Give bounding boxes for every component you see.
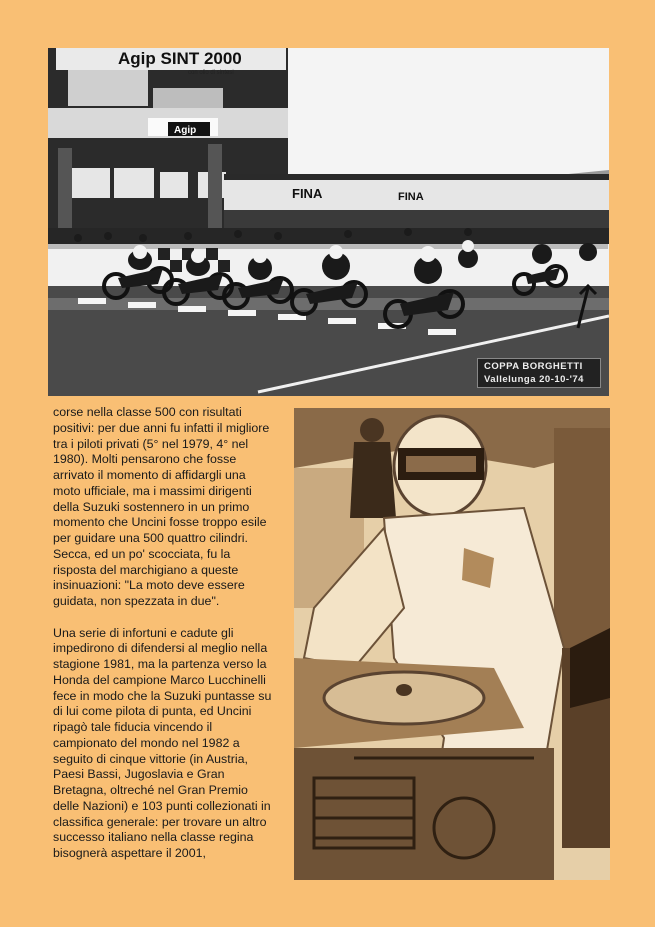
paragraph-2: Una serie di infortuni e cadute gli impedirono di difendersi al meglio nella stagione 1981, ma la partenza verso la Honda del campione Marco Lucchinelli fece in modo che la Suzuki puntasse su di lui come pilota di punta, ed Uncini ripagò tale fiducia vincendo il campionato del mondo nel 1982 a seguito di cinque vittorie (in Austria, Paesi Bassi, Jugoslavia e Gran Bretagna, oltreché nel Gran Premio delle Nazioni) e 103 punti collezionati in classifica generale: per trovare un altro successo italiano nella classe regina bisognerà aspettare il 2001, [53, 625, 272, 860]
paragraph-1: corse nella classe 500 con risultati positivi: per due anni fu infatti il migliore tra i piloti privati (5° nel 1979, 4° nel 1980). Molti pensarono che fosse arrivato il momento di affidargli una moto ufficiale, ma i massimi dirigenti della Suzuki sostennero in un primo momento che Uncini fosse troppo esile per guidare una 500 quattro cilindri. Secca, ed un po' scocciata, fu la risposta del marchigiano a queste insinuazioni: "La moto deve essere guidata, non spezzata in due". [53, 405, 270, 608]
article-text [53, 405, 275, 862]
rider-portrait-photo [294, 408, 610, 880]
billboard-subtext: con olio di sintesi [188, 70, 234, 76]
rider-portrait-illustration [294, 408, 610, 880]
fina-sign-1: FINA [292, 186, 323, 201]
agip-sign-text: Agip [174, 125, 197, 136]
race-start-photo [48, 48, 609, 396]
photo-caption [477, 358, 601, 388]
caption-location-date: Vallelunga 20-10-'74 [484, 374, 584, 385]
billboard-text: Agip SINT 2000 [118, 49, 242, 68]
caption-event: COPPA BORGHETTI [484, 361, 583, 372]
race-start-illustration [48, 48, 609, 396]
fina-sign-2: FINA [398, 191, 424, 203]
